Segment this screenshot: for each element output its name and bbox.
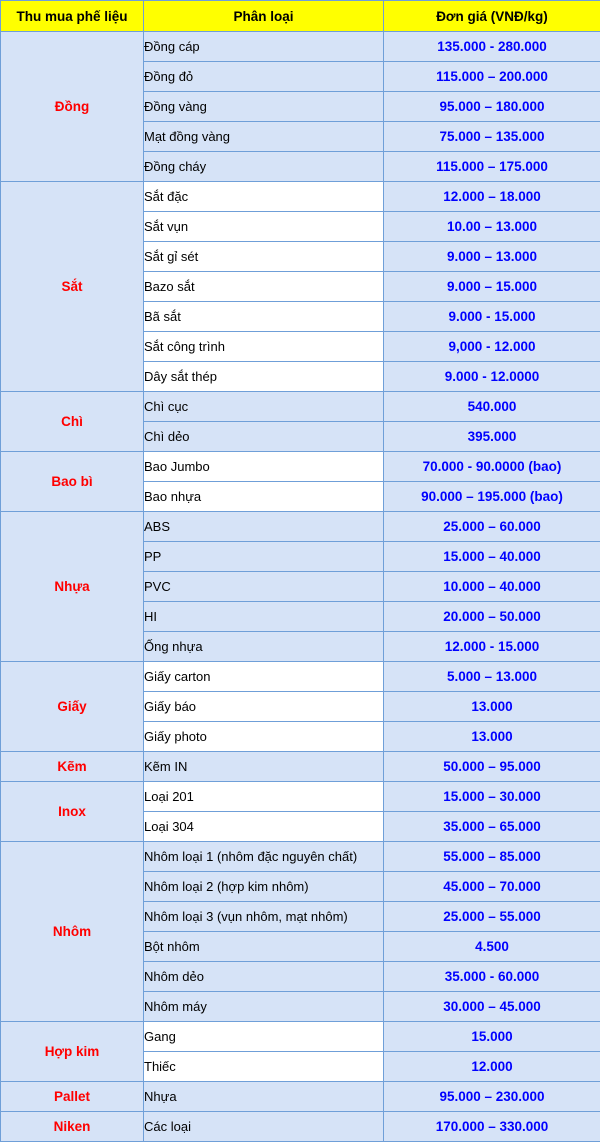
price-cell: 9.000 – 13.000 [384,242,600,272]
price-cell: 12.000 - 15.000 [384,632,600,662]
price-cell: 90.000 – 195.000 (bao) [384,482,600,512]
table-row [1,1022,600,1052]
category-cell: Nhôm [1,842,144,1022]
table-row [1,452,600,482]
type-cell: Bã sắt [144,302,384,332]
type-cell: Bazo sắt [144,272,384,302]
table-row [1,1082,600,1112]
price-cell: 9,000 - 12.000 [384,332,600,362]
price-cell: 30.000 – 45.000 [384,992,600,1022]
category-cell: Sắt [1,182,144,392]
price-cell: 115.000 – 200.000 [384,62,600,92]
header-cell-price: Đơn giá (VNĐ/kg) [384,1,600,32]
type-cell: Chì dẻo [144,422,384,452]
price-cell: 55.000 – 85.000 [384,842,600,872]
price-cell: 9.000 – 15.000 [384,272,600,302]
price-cell: 25.000 – 60.000 [384,512,600,542]
table-header [1,1,600,32]
price-cell: 75.000 – 135.000 [384,122,600,152]
price-cell: 95.000 – 180.000 [384,92,600,122]
type-cell: Nhôm loại 1 (nhôm đặc nguyên chất) [144,842,384,872]
price-cell: 50.000 – 95.000 [384,752,600,782]
price-cell: 4.500 [384,932,600,962]
category-cell: Nhựa [1,512,144,662]
category-cell: Inox [1,782,144,842]
header-cell-type: Phân loại [144,1,384,32]
category-cell: Pallet [1,1082,144,1112]
price-cell: 13.000 [384,692,600,722]
type-cell: PVC [144,572,384,602]
type-cell: Gang [144,1022,384,1052]
type-cell: HI [144,602,384,632]
type-cell: Loại 304 [144,812,384,842]
price-cell: 5.000 – 13.000 [384,662,600,692]
table-row [1,392,600,422]
price-cell: 95.000 – 230.000 [384,1082,600,1112]
type-cell: Dây sắt thép [144,362,384,392]
price-cell: 15.000 – 40.000 [384,542,600,572]
price-cell: 12.000 [384,1052,600,1082]
category-cell: Chì [1,392,144,452]
table-body [1,32,600,1142]
table-row [1,842,600,872]
price-cell: 13.000 [384,722,600,752]
category-cell: Kẽm [1,752,144,782]
type-cell: Đồng cháy [144,152,384,182]
type-cell: Mạt đồng vàng [144,122,384,152]
type-cell: ABS [144,512,384,542]
table-row [1,512,600,542]
category-cell: Bao bì [1,452,144,512]
type-cell: Nhôm loại 2 (hợp kim nhôm) [144,872,384,902]
price-cell: 20.000 – 50.000 [384,602,600,632]
price-cell: 10.000 – 40.000 [384,572,600,602]
category-cell: Đồng [1,32,144,182]
price-cell: 25.000 – 55.000 [384,902,600,932]
price-cell: 135.000 - 280.000 [384,32,600,62]
type-cell: Giấy photo [144,722,384,752]
type-cell: Thiếc [144,1052,384,1082]
table-row [1,752,600,782]
price-cell: 170.000 – 330.000 [384,1112,600,1142]
category-cell: Niken [1,1112,144,1142]
price-cell: 540.000 [384,392,600,422]
price-cell: 10.00 – 13.000 [384,212,600,242]
type-cell: Sắt gỉ sét [144,242,384,272]
type-cell: Loại 201 [144,782,384,812]
price-cell: 45.000 – 70.000 [384,872,600,902]
type-cell: Kẽm IN [144,752,384,782]
type-cell: Bao Jumbo [144,452,384,482]
price-cell: 12.000 – 18.000 [384,182,600,212]
price-cell: 9.000 - 12.0000 [384,362,600,392]
type-cell: Đồng vàng [144,92,384,122]
price-cell: 35.000 – 65.000 [384,812,600,842]
type-cell: Ống nhựa [144,632,384,662]
price-cell: 395.000 [384,422,600,452]
type-cell: Các loại [144,1112,384,1142]
table-row [1,662,600,692]
type-cell: Nhôm máy [144,992,384,1022]
type-cell: Đồng đỏ [144,62,384,92]
price-cell: 115.000 – 175.000 [384,152,600,182]
table-row [1,182,600,212]
type-cell: Nhựa [144,1082,384,1112]
type-cell: PP [144,542,384,572]
table-row [1,32,600,62]
header-row [1,1,600,32]
type-cell: Nhôm dẻo [144,962,384,992]
price-cell: 9.000 - 15.000 [384,302,600,332]
category-cell: Giấy [1,662,144,752]
type-cell: Giấy carton [144,662,384,692]
type-cell: Bột nhôm [144,932,384,962]
category-cell: Hợp kim [1,1022,144,1082]
price-cell: 70.000 - 90.0000 (bao) [384,452,600,482]
price-cell: 15.000 [384,1022,600,1052]
table-row [1,1112,600,1142]
type-cell: Sắt công trình [144,332,384,362]
price-cell: 15.000 – 30.000 [384,782,600,812]
type-cell: Sắt vụn [144,212,384,242]
type-cell: Bao nhựa [144,482,384,512]
table-row [1,782,600,812]
type-cell: Chì cục [144,392,384,422]
type-cell: Giấy báo [144,692,384,722]
type-cell: Đồng cáp [144,32,384,62]
price-cell: 35.000 - 60.000 [384,962,600,992]
type-cell: Sắt đặc [144,182,384,212]
type-cell: Nhôm loại 3 (vụn nhôm, mạt nhôm) [144,902,384,932]
header-cell-category: Thu mua phế liệu [1,1,144,32]
